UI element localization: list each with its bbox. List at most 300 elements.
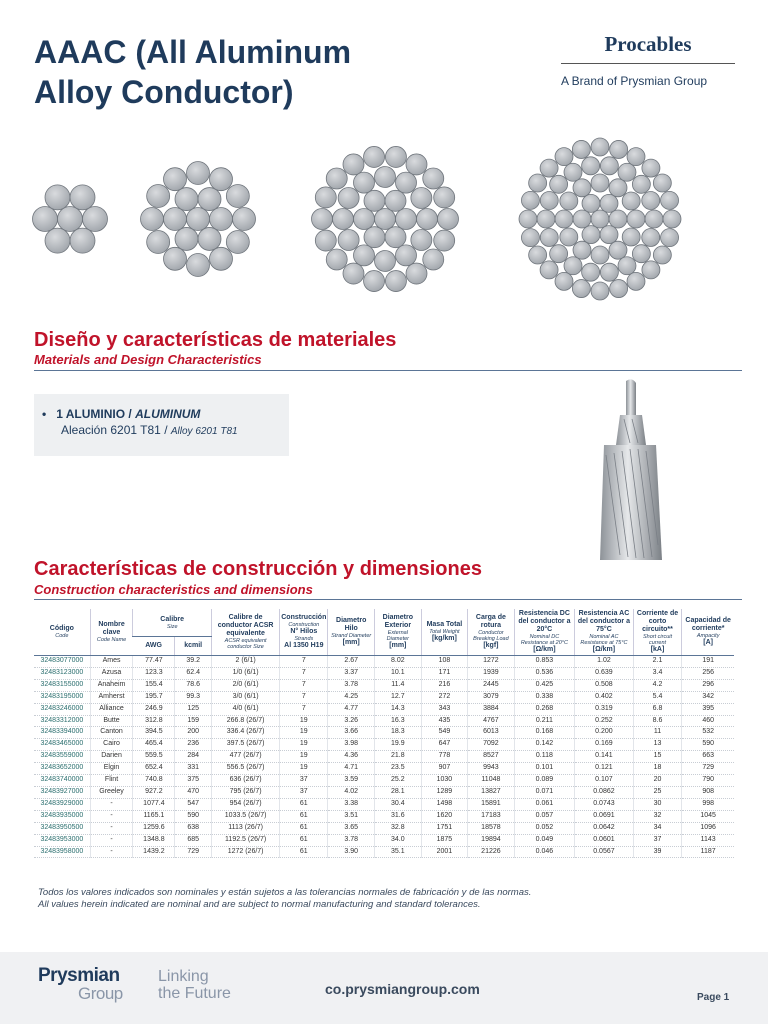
table-cell: 0.101 [514, 763, 575, 775]
strand-wire [343, 263, 364, 284]
table-cell: 1096 [682, 822, 734, 834]
strand-wire [187, 208, 210, 231]
strand-wire [375, 167, 396, 188]
table-row [34, 822, 734, 834]
table-cell: 998 [682, 798, 734, 810]
table-cell: 0.268 [514, 703, 575, 715]
tagline-line-2: the Future [158, 985, 231, 1002]
table-cell: 32483246000 [34, 703, 90, 715]
table-cell: Canton [90, 727, 133, 739]
col-diametro-hilo: Diametro Hilo Strand Diameter [mm] [328, 609, 375, 656]
materials-heading-en: Materials and Design Characteristics [34, 352, 262, 367]
tagline [158, 968, 231, 1002]
strand-wire [375, 251, 396, 272]
strand-wire [573, 210, 591, 228]
table-cell: 21.8 [375, 751, 422, 763]
table-cell: 0.0567 [575, 846, 634, 858]
table-row [34, 691, 734, 703]
table-cell: 0.853 [514, 656, 575, 668]
table-cell: 0.200 [575, 727, 634, 739]
strand-wire [333, 209, 354, 230]
strand-wire [198, 227, 221, 250]
strand-wire [610, 280, 628, 298]
col-construccion: Construcción Construction N° Hilos Strands Al 1350 H19 [280, 609, 328, 656]
table-cell: Darien [90, 751, 133, 763]
strand-wire [210, 208, 233, 231]
strand-wire [45, 228, 70, 253]
table-cell: 1875 [421, 834, 468, 846]
table-cell: 1620 [421, 810, 468, 822]
strand-wire [540, 261, 558, 279]
table-cell: 32483652000 [34, 763, 90, 775]
table-cell: 1272 [468, 656, 515, 668]
table-cell: 1751 [421, 822, 468, 834]
table-cell: 3.26 [328, 715, 375, 727]
table-cell: 590 [175, 810, 212, 822]
strand-wire [354, 172, 375, 193]
table-cell: 216 [421, 679, 468, 691]
table-cell: 0.0743 [575, 798, 634, 810]
table-row [34, 763, 734, 775]
section-divider-2 [34, 599, 742, 600]
table-cell: 171 [421, 667, 468, 679]
table-cell: 19 [280, 751, 328, 763]
table-cell: 108 [421, 656, 468, 668]
table-cell: 7 [280, 691, 328, 703]
strand-wire [438, 209, 459, 230]
table-cell: 4.02 [328, 786, 375, 798]
table-cell: 99.3 [175, 691, 212, 703]
strand-wire [642, 159, 660, 177]
strand-wire [338, 188, 359, 209]
table-cell: 397.5 (26/7) [211, 739, 279, 751]
table-cell: 19 [280, 739, 328, 751]
col-resistencia-dc: Resistencia DC del conductor a 20°C Nominal DC Resistance at 20°C [Ω/km] [514, 609, 575, 656]
table-cell: 246.9 [133, 703, 175, 715]
table-cell: 0.536 [514, 667, 575, 679]
col-resistencia-ac: Resistencia AC del conductor a 75°C Nominal AC Resistance at 75°C [Ω/km] [575, 609, 634, 656]
table-cell: 61 [280, 810, 328, 822]
strand-wire [572, 140, 590, 158]
logo-bottom: Group [78, 984, 123, 1003]
strand-wire [315, 187, 336, 208]
table-row [34, 703, 734, 715]
table-cell: 4.25 [328, 691, 375, 703]
strand-wire [187, 254, 210, 277]
table-cell: 21226 [468, 846, 515, 858]
table-cell: 272 [421, 691, 468, 703]
table-cell: 3.51 [328, 810, 375, 822]
strand-wire [540, 228, 558, 246]
table-cell: - [90, 798, 133, 810]
table-cell: 0.052 [514, 822, 575, 834]
table-cell: 266.8 (26/7) [211, 715, 279, 727]
table-cell: 15891 [468, 798, 515, 810]
col-acsr: Calibre de conductor ACSR equivalente ACSR equivalent conductor Size [211, 609, 279, 656]
strand-wire [147, 231, 170, 254]
table-cell: 28.1 [375, 786, 422, 798]
table-cell: 729 [682, 763, 734, 775]
table-cell: 37 [633, 834, 682, 846]
table-cell: 778 [421, 751, 468, 763]
strand-wire [70, 228, 95, 253]
strand-wire [164, 247, 187, 270]
table-cell: 0.252 [575, 715, 634, 727]
table-cell: 8.02 [375, 656, 422, 668]
table-cell: 39 [633, 846, 682, 858]
strand-wire [385, 227, 406, 248]
table-row [34, 667, 734, 679]
table-cell: 3.78 [328, 834, 375, 846]
table-cell: 375 [175, 775, 212, 787]
table-cell: 284 [175, 751, 212, 763]
table-cell: 39.2 [175, 656, 212, 668]
table-cell: 1939 [468, 667, 515, 679]
table-cell: 3.38 [328, 798, 375, 810]
table-cell: - [90, 810, 133, 822]
table-cell: 25.2 [375, 775, 422, 787]
table-cell: 37 [280, 775, 328, 787]
strand-wire [343, 154, 364, 175]
table-cell: Alliance [90, 703, 133, 715]
strand-wire [198, 188, 221, 211]
strand-wire [164, 208, 187, 231]
strand-wire [632, 175, 650, 193]
strand-wire [540, 192, 558, 210]
table-cell: 3.65 [328, 822, 375, 834]
strand-wire [618, 257, 636, 275]
col-diametro-exterior: Diametro Exterior External Diameter [mm] [375, 609, 422, 656]
strand-wire [591, 246, 609, 264]
table-cell: 1.02 [575, 656, 634, 668]
strand-wire [521, 229, 539, 247]
table-cell: 13 [633, 739, 682, 751]
table-cell: 2.1 [633, 656, 682, 668]
col-masa: Masa Total Total Weight [kg/km] [421, 609, 468, 656]
strand-wire [364, 271, 385, 292]
strand-wire [396, 172, 417, 193]
strand-wire [591, 138, 609, 156]
table-cell: 3079 [468, 691, 515, 703]
table-cell: 78.6 [175, 679, 212, 691]
table-cell: 3.66 [328, 727, 375, 739]
table-row [34, 810, 734, 822]
table-cell: 159 [175, 715, 212, 727]
table-cell: 14.3 [375, 703, 422, 715]
table-cell: 19 [280, 715, 328, 727]
strand-wire [434, 230, 455, 251]
table-cell: 32483950500 [34, 822, 90, 834]
table-cell: 7 [280, 703, 328, 715]
strand-wire [627, 148, 645, 166]
table-cell: Anaheim [90, 679, 133, 691]
strand-wire [600, 194, 618, 212]
table-cell: 18578 [468, 822, 515, 834]
table-row [34, 834, 734, 846]
prysmian-logo [38, 967, 123, 1003]
strand-wire [164, 168, 187, 191]
strand-wire [396, 209, 417, 230]
table-cell: 8527 [468, 751, 515, 763]
table-cell: 15 [633, 751, 682, 763]
table-cell: 2.67 [328, 656, 375, 668]
table-row [34, 727, 734, 739]
strand-wire [573, 179, 591, 197]
cross-section-19-strand [141, 162, 256, 277]
table-cell: 125 [175, 703, 212, 715]
strand-wire [661, 191, 679, 209]
table-cell: 1259.6 [133, 822, 175, 834]
table-cell: 1192.5 (26/7) [211, 834, 279, 846]
strand-wire [609, 179, 627, 197]
materials-heading: Diseño y características de materiales [34, 329, 397, 351]
table-cell: 19894 [468, 834, 515, 846]
col-codigo: Código Code [34, 609, 90, 656]
table-row [34, 751, 734, 763]
brand-name: Procables [561, 32, 735, 64]
strand-wire [70, 185, 95, 210]
table-cell: 30.4 [375, 798, 422, 810]
logo-top: Prysmian [38, 965, 120, 986]
table-cell: 5.4 [633, 691, 682, 703]
table-cell: 0.142 [514, 739, 575, 751]
table-cell: 0.168 [514, 727, 575, 739]
table-cell: 20 [633, 775, 682, 787]
table-cell: 13827 [468, 786, 515, 798]
strand-wire [572, 280, 590, 298]
strand-wire [58, 207, 83, 232]
table-cell: 0.121 [575, 763, 634, 775]
table-cell: 3.59 [328, 775, 375, 787]
strand-wire [338, 230, 359, 251]
table-cell: 61 [280, 798, 328, 810]
table-cell: 4/0 (6/1) [211, 703, 279, 715]
table-cell: 37 [280, 786, 328, 798]
strand-wire [600, 157, 618, 175]
table-cell: 652.4 [133, 763, 175, 775]
table-cell: 0.0862 [575, 786, 634, 798]
strand-wire [600, 263, 618, 281]
strand-wire [540, 159, 558, 177]
table-row [34, 715, 734, 727]
col-ampacidad: Capacidad de corriente* Ampacity [A] [682, 609, 734, 656]
table-cell: 1/0 (6/1) [211, 667, 279, 679]
table-cell: 30 [633, 798, 682, 810]
table-cell: 12.7 [375, 691, 422, 703]
strand-wire [653, 174, 671, 192]
table-cell: 0.0691 [575, 810, 634, 822]
strand-wire [226, 185, 249, 208]
table-cell: 25 [633, 786, 682, 798]
table-cell: 32.8 [375, 822, 422, 834]
table-cell: 1045 [682, 810, 734, 822]
strand-wire [45, 185, 70, 210]
strand-wire [175, 227, 198, 250]
strand-wire [627, 210, 645, 228]
table-cell: - [90, 846, 133, 858]
table-cell: 532 [682, 727, 734, 739]
title-line-1: AAAC (All Aluminum [34, 34, 352, 70]
table-cell: 636 (26/7) [211, 775, 279, 787]
table-cell: 32483155000 [34, 679, 90, 691]
table-cell: 155.4 [133, 679, 175, 691]
strand-wire [537, 210, 555, 228]
strand-wire [210, 247, 233, 270]
strand-wire [354, 209, 375, 230]
table-cell: 0.508 [575, 679, 634, 691]
table-cell: 34.0 [375, 834, 422, 846]
strand-wire [582, 157, 600, 175]
table-cell: 32483465000 [34, 739, 90, 751]
table-cell: 790 [682, 775, 734, 787]
table-cell: Elgin [90, 763, 133, 775]
table-cell: 7092 [468, 739, 515, 751]
table-cell: Greeley [90, 786, 133, 798]
material-bullet: • 1 ALUMINIO / ALUMINUM [42, 407, 201, 421]
material-en: ALUMINUM [135, 407, 201, 421]
table-cell: 927.2 [133, 786, 175, 798]
table-cell: 0.0601 [575, 834, 634, 846]
website-link[interactable]: co.prysmiangroup.com [325, 981, 480, 997]
table-cell: Ames [90, 656, 133, 668]
table-cell: 7 [280, 679, 328, 691]
strand-wire [417, 209, 438, 230]
tagline-line-1: Linking [158, 968, 209, 985]
table-cell: 10.1 [375, 667, 422, 679]
table-cell: 6.8 [633, 703, 682, 715]
table-cell: 200 [175, 727, 212, 739]
table-cell: 0.338 [514, 691, 575, 703]
strand-wire [326, 249, 347, 270]
table-cell: 1498 [421, 798, 468, 810]
table-cell: 0.118 [514, 751, 575, 763]
table-cell: 1187 [682, 846, 734, 858]
strand-wire [600, 226, 618, 244]
table-cell: 236 [175, 739, 212, 751]
table-cell: 343 [421, 703, 468, 715]
strand-wire [582, 226, 600, 244]
table-cell: 11 [633, 727, 682, 739]
table-cell: 2 (6/1) [211, 656, 279, 668]
table-cell: 11.4 [375, 679, 422, 691]
strand-wire [529, 174, 547, 192]
table-cell: 77.47 [133, 656, 175, 668]
strand-wire [434, 187, 455, 208]
table-cell: 740.8 [133, 775, 175, 787]
col-nombre: Nombre clave Code Name [90, 609, 133, 656]
table-cell: 3/0 (6/1) [211, 691, 279, 703]
table-cell: 0.639 [575, 667, 634, 679]
table-cell: 11048 [468, 775, 515, 787]
table-row [34, 846, 734, 858]
table-cell: 61 [280, 834, 328, 846]
table-cell: 195.7 [133, 691, 175, 703]
table-cell: 470 [175, 786, 212, 798]
table-cell: 32483958000 [34, 846, 90, 858]
strand-wire [564, 163, 582, 181]
table-cell: 4767 [468, 715, 515, 727]
strand-wire [226, 231, 249, 254]
table-cell: 0.211 [514, 715, 575, 727]
table-cell: 0.319 [575, 703, 634, 715]
strand-wire [519, 210, 537, 228]
col-corto-circuito: Corriente de corto circuito** Short circuit current [kA] [633, 609, 682, 656]
strand-wire [622, 192, 640, 210]
table-cell: 19.9 [375, 739, 422, 751]
strand-wire [175, 188, 198, 211]
table-cell: 638 [175, 822, 212, 834]
table-cell: 1033.5 (26/7) [211, 810, 279, 822]
strand-wire [364, 190, 385, 211]
table-cell: 0.141 [575, 751, 634, 763]
table-cell: 32483195000 [34, 691, 90, 703]
table-cell: 954 (26/7) [211, 798, 279, 810]
table-cell: 0.049 [514, 834, 575, 846]
table-cell: 17183 [468, 810, 515, 822]
table-cell: 9943 [468, 763, 515, 775]
table-cell: 590 [682, 739, 734, 751]
table-cell: 4.71 [328, 763, 375, 775]
cable-illustration [590, 375, 670, 565]
strand-wire [385, 271, 406, 292]
strand-wire [573, 241, 591, 259]
cross-section-61-strand [519, 138, 681, 300]
table-cell: 1272 (26/7) [211, 846, 279, 858]
table-cell: 32483077000 [34, 656, 90, 668]
col-carga: Carga de rotura Conductor Breaking Load [kgf] [468, 609, 515, 656]
table-cell: 32483927000 [34, 786, 90, 798]
strand-wire [642, 192, 660, 210]
table-cell: 8.6 [633, 715, 682, 727]
table-cell: 1348.8 [133, 834, 175, 846]
table-cell: 0.057 [514, 810, 575, 822]
table-row [34, 679, 734, 691]
table-cell: 16.3 [375, 715, 422, 727]
strand-wire [550, 245, 568, 263]
strand-wire [210, 168, 233, 191]
strand-wire [411, 230, 432, 251]
table-cell: 1113 (26/7) [211, 822, 279, 834]
cross-section-7-strand [33, 185, 108, 253]
table-cell: 18.3 [375, 727, 422, 739]
alloy-en: Alloy 6201 T81 [170, 426, 238, 437]
strand-wire [622, 228, 640, 246]
strand-wire [555, 272, 573, 290]
strand-wire [632, 245, 650, 263]
table-cell: 729 [175, 846, 212, 858]
table-cell: 7 [280, 667, 328, 679]
table-row [34, 798, 734, 810]
strand-wire [423, 249, 444, 270]
page-title [34, 32, 454, 112]
table-cell: 795 (26/7) [211, 786, 279, 798]
strand-wire [326, 168, 347, 189]
strand-wire [385, 190, 406, 211]
title-line-2: Alloy Conductor) [34, 74, 294, 110]
strand-wire [591, 282, 609, 300]
tolerance-note [38, 887, 531, 911]
strand-wire [315, 230, 336, 251]
table-cell: 395 [682, 703, 734, 715]
strand-wire [354, 245, 375, 266]
table-cell: Flint [90, 775, 133, 787]
strand-wire [661, 229, 679, 247]
table-cell: 3884 [468, 703, 515, 715]
table-cell: 34 [633, 822, 682, 834]
table-cell: Butte [90, 715, 133, 727]
material-es: 1 ALUMINIO / [56, 407, 136, 421]
table-cell: 1165.1 [133, 810, 175, 822]
